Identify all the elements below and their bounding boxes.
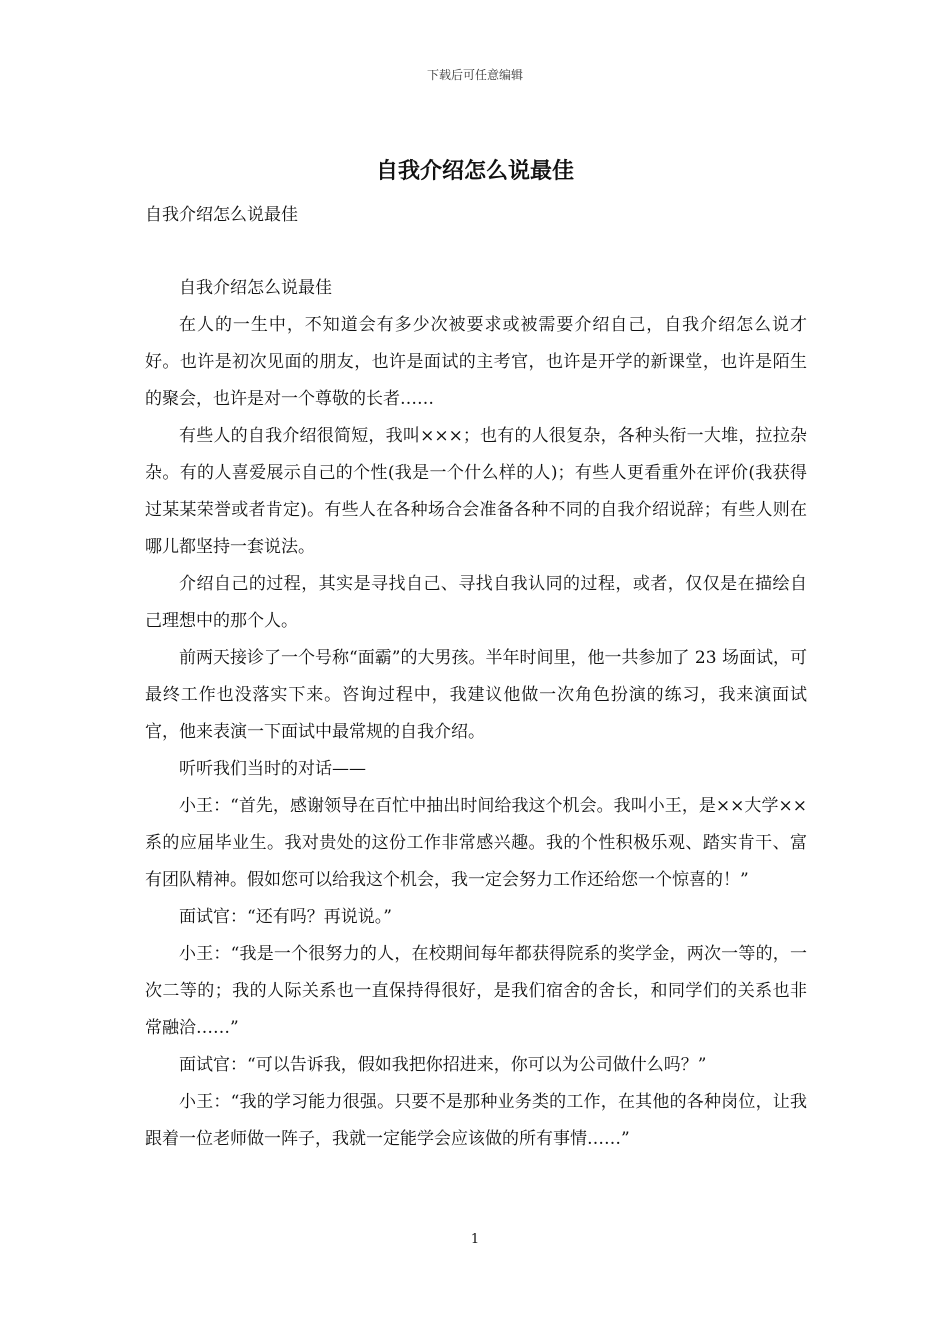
paragraph: 小王：“首先，感谢领导在百忙中抽出时间给我这个机会。我叫小王，是××大学××系的应届毕业生。我对贵处的这份工作非常感兴趣。我的个性积极乐观、踏实肯干、富有团队精神。假如您可以给我这个机会，我一定会努力工作还给您一个惊喜的！” xyxy=(145,796,807,890)
paragraph: 面试官：“还有吗？再说说。” xyxy=(179,907,392,927)
paragraph: 自我介绍怎么说最佳 xyxy=(179,278,332,298)
page-number: 1 xyxy=(470,1232,480,1247)
paragraph: 小王：“我是一个很努力的人，在校期间每年都获得院系的奖学金，两次一等的，一次二等的；我的人际关系也一直保持得很好，是我们宿舍的舍长，和同学们的关系也非常融洽……” xyxy=(145,944,807,1038)
document-subtitle: 自我介绍怎么说最佳 xyxy=(145,205,298,225)
document-body xyxy=(145,270,807,1158)
paragraph: 在人的一生中，不知道会有多少次被要求或被需要介绍自己，自我介绍怎么说才好。也许是初次见面的朋友，也许是面试的主考官，也许是开学的新课堂，也许是陌生的聚会，也许是对一个尊敬的长者…… xyxy=(145,315,807,409)
header-note: 下载后可任意编辑 xyxy=(426,68,523,82)
paragraph: 面试官：“可以告诉我，假如我把你招进来，你可以为公司做什么吗？” xyxy=(179,1055,707,1075)
paragraph: 听听我们当时的对话—— xyxy=(179,759,366,779)
paragraph: 有些人的自我介绍很简短，我叫×××；也有的人很复杂，各种头衔一大堆，拉拉杂杂。有的人喜爱展示自己的个性(我是一个什么样的人)；有些人更看重外在评价(我获得过某某荣誉或者肯定)。有些人在各种场合会准备各种不同的自我介绍说辞；有些人则在哪儿都坚持一套说法。 xyxy=(145,426,807,557)
paragraph: 前两天接诊了一个号称“面霸”的大男孩。半年时间里，他一共参加了 23 场面试，可最终工作也没落实下来。咨询过程中，我建议他做一次角色扮演的练习，我来演面试官，他来表演一下面试中最常规的自我介绍。 xyxy=(145,648,807,742)
paragraph: 小王：“我的学习能力很强。只要不是那种业务类的工作，在其他的各种岗位，让我跟着一位老师做一阵子，我就一定能学会应该做的所有事情……” xyxy=(145,1092,807,1149)
document-title: 自我介绍怎么说最佳 xyxy=(375,158,574,184)
paragraph: 介绍自己的过程，其实是寻找自己、寻找自我认同的过程，或者，仅仅是在描绘自己理想中的那个人。 xyxy=(145,574,807,631)
